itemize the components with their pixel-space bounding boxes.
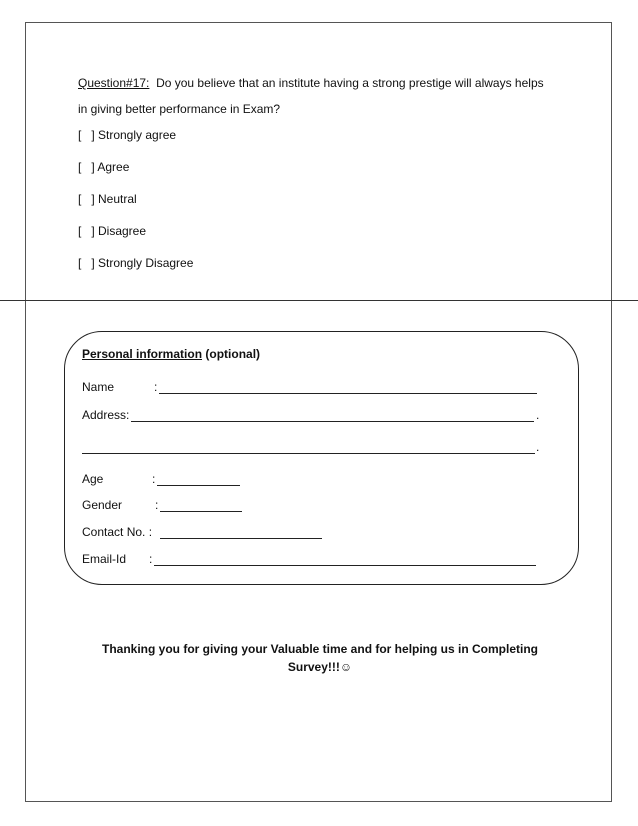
email-colon: : xyxy=(149,552,153,566)
section-divider xyxy=(0,300,638,301)
question-17 xyxy=(78,70,598,122)
contact-label: Contact No. : xyxy=(82,525,153,539)
contact-field[interactable] xyxy=(160,538,322,539)
email-field[interactable] xyxy=(154,565,536,566)
address-field-line1[interactable] xyxy=(131,421,534,422)
name-label: Name xyxy=(82,380,115,394)
question-text-line1: Do you believe that an institute having a strong prestige will always helps xyxy=(156,76,544,90)
option-disagree[interactable]: [ ] Disagree xyxy=(78,224,147,238)
option-strongly-disagree[interactable]: [ ] Strongly Disagree xyxy=(78,256,194,270)
question-label: Question#17: xyxy=(78,76,150,90)
thank-you-message xyxy=(70,640,570,676)
thank-you-line2: Survey!!!☺ xyxy=(287,660,353,674)
personal-info-title: Personal information (optional) xyxy=(82,347,261,361)
age-field[interactable] xyxy=(157,485,240,486)
option-neutral[interactable]: [ ] Neutral xyxy=(78,192,137,206)
thank-you-line1: Thanking you for giving your Valuable time and for helping us in Completing xyxy=(101,642,539,656)
age-label: Age xyxy=(82,472,104,486)
option-strongly-agree[interactable]: [ ] Strongly agree xyxy=(78,128,177,142)
gender-label: Gender xyxy=(82,498,123,512)
address-period-1: . xyxy=(536,408,540,422)
name-field[interactable] xyxy=(159,393,537,394)
gender-field[interactable] xyxy=(160,511,242,512)
email-label: Email-Id xyxy=(82,552,127,566)
question-text-line2: in giving better performance in Exam? xyxy=(78,102,281,116)
address-period-2: . xyxy=(536,440,540,454)
option-agree[interactable]: [ ] Agree xyxy=(78,160,130,174)
address-field-line2[interactable] xyxy=(82,453,535,454)
name-colon: : xyxy=(154,380,158,394)
personal-info-card xyxy=(64,331,579,585)
age-colon: : xyxy=(152,472,156,486)
address-label: Address: xyxy=(82,408,130,422)
gender-colon: : xyxy=(155,498,159,512)
